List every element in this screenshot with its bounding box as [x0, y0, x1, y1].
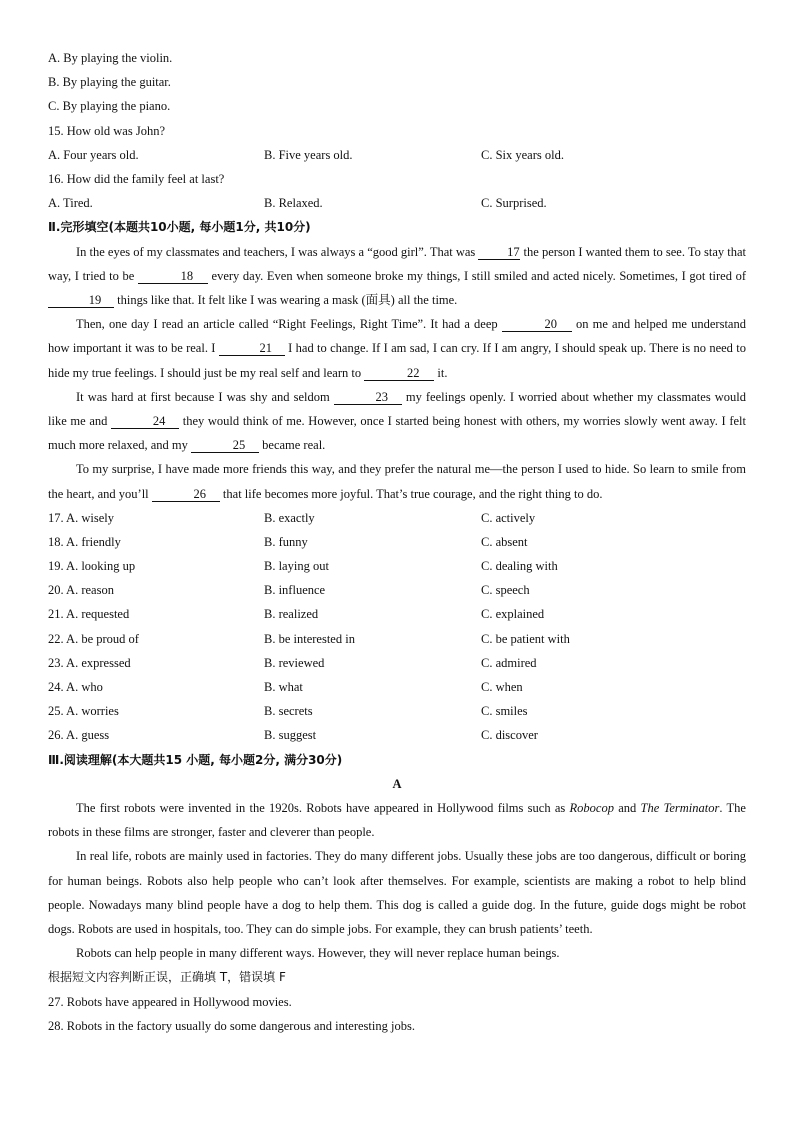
options-18: 18. A. friendly B. funny C. absent	[48, 534, 528, 549]
exam-page	[48, 46, 746, 1038]
cloze-paragraph-2: Then, one day I read an article called “Right Feelings, Right Time”. It had a deep 20 on me and helped me understand how important it was to be real. I 21 I had to change. If I am sad, I can cry. If I am angry, I should speak up. There is no need to hide my true feelings. I should just be my real self and learn to 22 it.	[48, 317, 746, 380]
blank-21: 21	[219, 341, 285, 356]
blank-22: 22	[364, 366, 434, 381]
q16-option-b: B. Relaxed.	[264, 196, 323, 211]
options-20: 20. A. reason B. influence C. speech	[48, 583, 530, 598]
q15-question: 15. How old was John?	[48, 123, 166, 138]
q15-option-c: C. Six years old.	[481, 147, 564, 162]
film-title-robocop: Robocop	[569, 800, 614, 815]
options-22: 22. A. be proud of B. be interested in C. be patient with	[48, 631, 570, 646]
q15-option-a: A. Four years old.	[48, 147, 139, 162]
q14-option-c: C. By playing the piano.	[48, 99, 171, 114]
q15-option-b: B. Five years old.	[264, 147, 353, 162]
blank-24: 24	[111, 414, 179, 429]
section-3-title: Ⅲ.阅读理解(本大题共15 小题, 每小题2分, 满分30分)	[48, 752, 343, 767]
cloze-paragraph-1: In the eyes of my classmates and teachers, I was always a “good girl”. That was 17 the person I wanted them to see. To stay that way, I tried to be 18 every day. Even when someone broke my things, I still smiled and acted nicely. Sometimes, I got tired of 19 things like that. It felt like I was wearing a mask (面具) all the time.	[48, 244, 746, 307]
blank-25: 25	[191, 438, 259, 453]
options-23: 23. A. expressed B. reviewed C. admired	[48, 655, 537, 670]
options-21: 21. A. requested B. realized C. explained	[48, 607, 545, 622]
options-17: 17. A. wisely B. exactly C. actively	[48, 510, 536, 525]
film-title-terminator: The Terminator	[640, 800, 720, 815]
q16-option-a: A. Tired.	[48, 196, 93, 211]
q27-statement: 27. Robots have appeared in Hollywood movies.	[48, 994, 292, 1009]
cloze-paragraph-3: It was hard at first because I was shy and seldom 23 my feelings openly. I worried about whether my classmates would like me and 24 they would think of me. However, once I started being honest with others, my worries slowly went away. I felt much more relaxed, and my 25 became real.	[48, 389, 746, 453]
q16-question: 16. How did the family feel at last?	[48, 171, 225, 186]
q16-options	[48, 191, 746, 215]
blank-26: 26	[152, 487, 220, 502]
q15-options	[48, 143, 746, 167]
options-19: 19. A. looking up B. laying out C. dealing with	[48, 559, 558, 574]
blank-18: 18	[138, 269, 208, 284]
options-24: 24. A. who B. what C. when	[48, 680, 523, 695]
reading-paragraph-2: In real life, robots are mainly used in factories. They do many different jobs. Usually these jobs are too dangerous, difficult or boring for human beings. Robots also help people who can’t look after themselves. For example, scientists are making a robot to help blind people. Nowadays many blind people have a dog to help them. This dog is called a guide dog. In the future, guide dogs might be robot dogs. Robots are used in hospitals, too. They can do simple jobs. For example, they can brush patients’ teeth.	[48, 849, 746, 936]
q16-option-c: C. Surprised.	[481, 196, 547, 211]
reading-paragraph-1: The first robots were invented in the 1920s. Robots have appeared in Hollywood films such as Robocop and The Terminator. The robots in these films are stronger, faster and cleverer than people.	[48, 800, 746, 840]
q14-option-b: B. By playing the guitar.	[48, 75, 171, 90]
options-25: 25. A. worries B. secrets C. smiles	[48, 704, 528, 719]
cloze-options	[48, 506, 746, 748]
passage-letter: A	[392, 776, 402, 791]
reading-paragraph-3: Robots can help people in many different ways. However, they will never replace human beings.	[76, 946, 560, 961]
q28-statement: 28. Robots in the factory usually do some dangerous and interesting jobs.	[48, 1018, 415, 1033]
section-2-title: Ⅱ.完形填空(本题共10小题, 每小题1分, 共10分)	[48, 220, 311, 235]
blank-17: 17	[478, 245, 520, 260]
blank-23: 23	[334, 390, 402, 405]
blank-19: 19	[48, 293, 114, 308]
blank-20: 20	[502, 317, 572, 332]
q14-option-a: A. By playing the violin.	[48, 51, 173, 65]
options-26: 26. A. guess B. suggest C. discover	[48, 728, 538, 743]
cloze-paragraph-4: To my surprise, I have made more friends this way, and they prefer the natural me—the person I used to hide. So learn to smile from the heart, and you’ll 26 that life becomes more joyful. That’s true courage, and the right thing to do.	[48, 462, 746, 501]
tf-instruction: 根据短文内容判断正误，正确填 T，错误填 F	[48, 970, 286, 985]
